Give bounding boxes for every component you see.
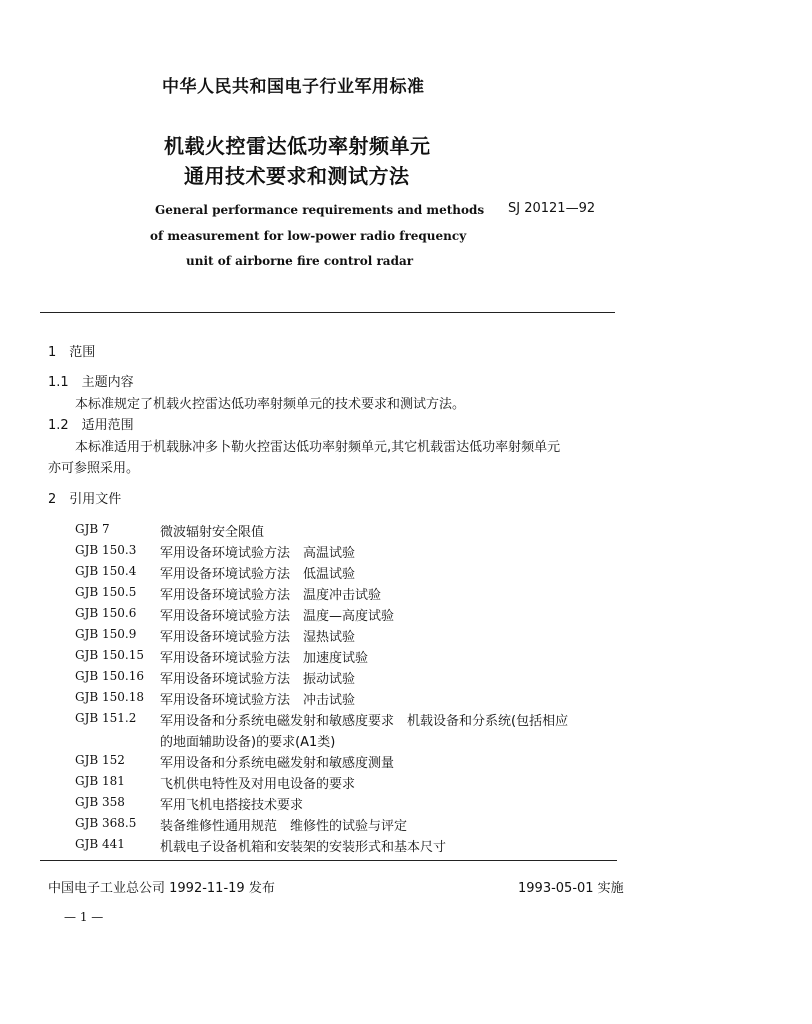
reference-title-continuation: 的地面辅助设备)的要求(A1类) bbox=[160, 735, 336, 750]
reference-title: 飞机供电特性及对用电设备的要求 bbox=[160, 777, 356, 792]
reference-code: GJB 441 bbox=[75, 837, 125, 851]
reference-title: 军用设备和分系统电磁发射和敏感度测量 bbox=[160, 756, 395, 771]
reference-code: GJB 150.4 bbox=[75, 564, 137, 578]
reference-code: GJB 150.16 bbox=[75, 669, 145, 683]
reference-title: 军用飞机电搭接技术要求 bbox=[160, 798, 304, 813]
reference-title: 军用设备环境试验方法 低温试验 bbox=[160, 567, 356, 582]
reference-code: GJB 150.18 bbox=[75, 690, 145, 704]
reference-title: 装备维修性通用规范 维修性的试验与评定 bbox=[160, 819, 408, 834]
reference-title: 军用设备环境试验方法 温度—高度试验 bbox=[160, 609, 395, 624]
reference-code: GJB 368.5 bbox=[75, 816, 137, 830]
reference-code: GJB 150.3 bbox=[75, 543, 137, 557]
section-1-1-text: 本标准规定了机载火控雷达低功率射频单元的技术要求和测试方法。 bbox=[75, 397, 466, 412]
reference-title: 军用设备环境试验方法 湿热试验 bbox=[160, 630, 356, 645]
reference-code: GJB 7 bbox=[75, 522, 110, 536]
english-title-line3: unit of airborne fire control radar bbox=[186, 254, 414, 268]
section-1-2-heading: 1.2 适用范围 bbox=[48, 418, 134, 433]
document-title-line2: 通用技术要求和测试方法 bbox=[184, 164, 410, 188]
reference-code: GJB 150.9 bbox=[75, 627, 137, 641]
section-1-2-text-line2: 亦可参照采用。 bbox=[48, 461, 140, 476]
header-divider bbox=[40, 312, 615, 313]
reference-code: GJB 150.6 bbox=[75, 606, 137, 620]
reference-code: GJB 151.2 bbox=[75, 711, 137, 725]
reference-title: 军用设备环境试验方法 冲击试验 bbox=[160, 693, 356, 708]
reference-title: 军用设备环境试验方法 高温试验 bbox=[160, 546, 356, 561]
english-title-line2: of measurement for low-power radio frequency bbox=[150, 229, 467, 243]
reference-code: GJB 358 bbox=[75, 795, 125, 809]
page-number: — 1 — bbox=[64, 910, 104, 924]
effective-date: 1993-05-01 实施 bbox=[518, 881, 624, 896]
section-1-2-text-line1: 本标准适用于机载脉冲多卜勒火控雷达低功率射频单元,其它机载雷达低功率射频单元 bbox=[75, 440, 561, 455]
section-2-heading: 2 引用文件 bbox=[48, 492, 122, 507]
issue-date: 中国电子工业总公司 1992-11-19 发布 bbox=[48, 881, 275, 896]
english-title-line1: General performance requirements and methods bbox=[155, 203, 485, 217]
reference-title: 军用设备环境试验方法 振动试验 bbox=[160, 672, 356, 687]
footer-divider bbox=[40, 860, 617, 861]
reference-code: GJB 150.15 bbox=[75, 648, 145, 662]
section-1-1-heading: 1.1 主题内容 bbox=[48, 375, 134, 390]
reference-title: 军用设备环境试验方法 加速度试验 bbox=[160, 651, 369, 666]
section-1-heading: 1 范围 bbox=[48, 345, 96, 360]
document-title-line1: 机载火控雷达低功率射频单元 bbox=[164, 134, 431, 158]
reference-code: GJB 181 bbox=[75, 774, 125, 788]
issuing-standard-category: 中华人民共和国电子行业军用标准 bbox=[162, 77, 425, 97]
reference-title: 军用设备环境试验方法 温度冲击试验 bbox=[160, 588, 382, 603]
standard-number: SJ 20121—92 bbox=[508, 201, 596, 216]
reference-title: 军用设备和分系统电磁发射和敏感度要求 机载设备和分系统(包括相应 bbox=[160, 714, 569, 729]
reference-title: 机载电子设备机箱和安装架的安装形式和基本尺寸 bbox=[160, 840, 447, 855]
reference-title: 微波辐射安全限值 bbox=[160, 525, 265, 540]
reference-code: GJB 150.5 bbox=[75, 585, 137, 599]
reference-code: GJB 152 bbox=[75, 753, 125, 767]
